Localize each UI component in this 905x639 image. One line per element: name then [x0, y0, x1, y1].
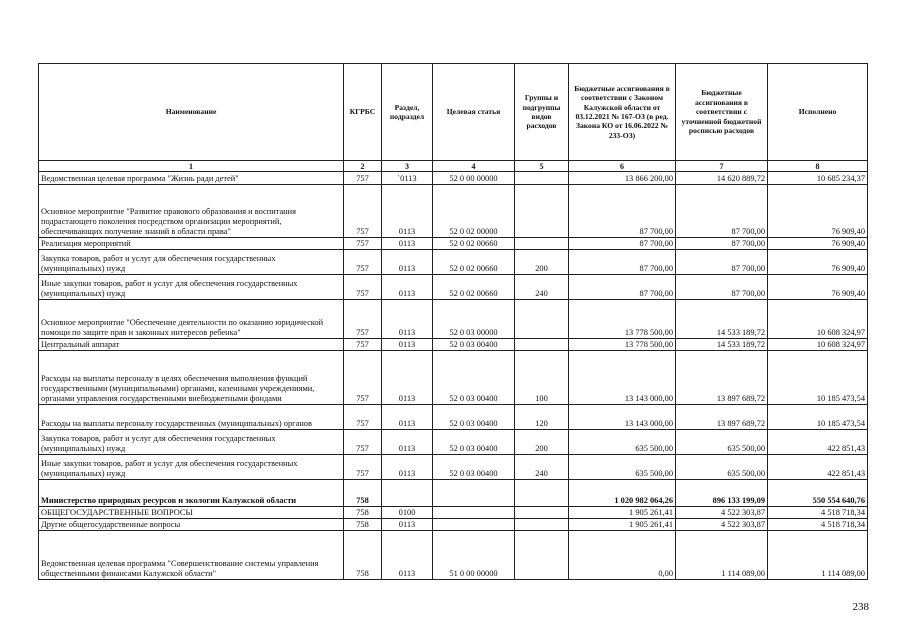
cell-executed: 422 851,43	[768, 430, 868, 455]
cell-law-allocation: 13 143 000,00	[569, 351, 676, 405]
cell-name: Закупка товаров, работ и услуг для обеспечения государственных (муниципальных) нужд	[39, 430, 344, 455]
cell-section: 0113	[382, 531, 433, 580]
cell-kgrbs: 757	[344, 430, 382, 455]
table-row	[39, 519, 868, 531]
cell-name: Министерство природных ресурсов и экологии Калужской области	[39, 480, 344, 507]
cell-executed: 4 518 718,34	[768, 507, 868, 519]
cell-law-allocation: 0,00	[569, 531, 676, 580]
cell-refined-allocation: 87 700,00	[676, 238, 768, 250]
col-number: 6	[569, 161, 676, 172]
page-number: 238	[852, 601, 869, 613]
cell-section: 0113	[382, 455, 433, 480]
cell-group: 120	[515, 405, 569, 430]
header-kgrbs: КГРБС	[344, 64, 382, 161]
cell-executed: 1 114 089,00	[768, 531, 868, 580]
cell-group	[515, 507, 569, 519]
header-refined-allocations: Бюджетные ассигнования в соответствии с уточненной бюджетной росписью расходов	[676, 64, 768, 161]
cell-target: 51 0 00 00000	[433, 531, 515, 580]
header-law-allocations: Бюджетные ассигнования в соответствии с Законом Калужской области от 03.12.2021 № 167-ОЗ (в ред. Закона КО от 16.06.2022 № 233-ОЗ)	[569, 64, 676, 161]
cell-section: 0113	[382, 430, 433, 455]
header-name: Наименование	[39, 64, 344, 161]
cell-target	[433, 507, 515, 519]
cell-group: 200	[515, 250, 569, 275]
cell-refined-allocation: 4 522 303,87	[676, 519, 768, 531]
cell-group	[515, 480, 569, 507]
cell-executed: 76 909,40	[768, 238, 868, 250]
cell-name: Основное мероприятие "Обеспечение деятельности по оказанию юридической помощи по защите прав и законных интересов ребенка"	[39, 300, 344, 339]
cell-executed: 550 554 640,76	[768, 480, 868, 507]
cell-group	[515, 300, 569, 339]
cell-law-allocation: 635 500,00	[569, 430, 676, 455]
cell-refined-allocation: 635 500,00	[676, 455, 768, 480]
table-row	[39, 455, 868, 480]
cell-executed: 4 518 718,34	[768, 519, 868, 531]
cell-section: 0100	[382, 507, 433, 519]
table-body	[39, 172, 868, 580]
table-row	[39, 339, 868, 351]
header-section: Раздел, подраздел	[382, 64, 433, 161]
cell-target: 52 0 00 00000	[433, 172, 515, 185]
cell-kgrbs: 758	[344, 480, 382, 507]
table-row	[39, 531, 868, 580]
cell-kgrbs: 757	[344, 455, 382, 480]
cell-refined-allocation: 13 897 689,72	[676, 405, 768, 430]
cell-executed: 422 851,43	[768, 455, 868, 480]
cell-kgrbs: 758	[344, 531, 382, 580]
cell-name: Расходы на выплаты персоналу в целях обеспечения выполнения функций государственными (муниципальными) органами, казенными учреждениями, органами управления государственными внебюджетными фондами	[39, 351, 344, 405]
cell-kgrbs: 757	[344, 238, 382, 250]
cell-group	[515, 185, 569, 238]
cell-name: Расходы на выплаты персоналу государственных (муниципальных) органов	[39, 405, 344, 430]
cell-law-allocation: 13 778 500,00	[569, 300, 676, 339]
table-row	[39, 250, 868, 275]
cell-section: 0113	[382, 519, 433, 531]
cell-refined-allocation: 14 533 189,72	[676, 339, 768, 351]
table-row	[39, 351, 868, 405]
cell-kgrbs: 757	[344, 172, 382, 185]
col-number: 7	[676, 161, 768, 172]
cell-law-allocation: 87 700,00	[569, 275, 676, 300]
cell-group	[515, 238, 569, 250]
table-row	[39, 238, 868, 250]
cell-law-allocation: 13 143 000,00	[569, 405, 676, 430]
cell-refined-allocation: 635 500,00	[676, 430, 768, 455]
table-row	[39, 275, 868, 300]
column-number-row	[39, 161, 868, 172]
cell-group: 240	[515, 275, 569, 300]
cell-group: 240	[515, 455, 569, 480]
cell-target: 52 0 03 00000	[433, 300, 515, 339]
table-row	[39, 185, 868, 238]
budget-table	[38, 63, 868, 580]
cell-section: 0113	[382, 405, 433, 430]
cell-section: 0113	[382, 339, 433, 351]
cell-refined-allocation: 87 700,00	[676, 250, 768, 275]
cell-section: 0113	[382, 275, 433, 300]
cell-section: 0113	[382, 300, 433, 339]
cell-target: 52 0 03 00400	[433, 455, 515, 480]
cell-refined-allocation: 87 700,00	[676, 275, 768, 300]
cell-target: 52 0 03 00400	[433, 339, 515, 351]
cell-name: Основное мероприятие "Развитие правового образования и воспитания подрастающего поколения посредством организации мероприятий, обеспечивающих получение знаний в области права"	[39, 185, 344, 238]
table-row	[39, 430, 868, 455]
cell-section: `0113	[382, 172, 433, 185]
cell-section	[382, 480, 433, 507]
cell-law-allocation: 635 500,00	[569, 455, 676, 480]
cell-kgrbs: 757	[344, 351, 382, 405]
table-row	[39, 507, 868, 519]
cell-kgrbs: 757	[344, 300, 382, 339]
cell-kgrbs: 757	[344, 185, 382, 238]
cell-target: 52 0 03 00400	[433, 405, 515, 430]
cell-refined-allocation: 896 133 199,09	[676, 480, 768, 507]
cell-refined-allocation: 13 897 689,72	[676, 351, 768, 405]
cell-executed: 10 608 324,97	[768, 300, 868, 339]
cell-refined-allocation: 4 522 303,87	[676, 507, 768, 519]
cell-kgrbs: 757	[344, 250, 382, 275]
cell-group	[515, 172, 569, 185]
cell-law-allocation: 13 778 500,00	[569, 339, 676, 351]
cell-refined-allocation: 87 700,00	[676, 185, 768, 238]
cell-target	[433, 519, 515, 531]
cell-section: 0113	[382, 250, 433, 275]
col-number: 8	[768, 161, 868, 172]
cell-group: 100	[515, 351, 569, 405]
header-groups: Группы и подгруппы видов расходов	[515, 64, 569, 161]
cell-executed: 76 909,40	[768, 250, 868, 275]
cell-law-allocation: 1 020 982 064,26	[569, 480, 676, 507]
col-number: 2	[344, 161, 382, 172]
cell-name: Иные закупки товаров, работ и услуг для обеспечения государственных (муниципальных) нужд	[39, 275, 344, 300]
cell-target	[433, 480, 515, 507]
cell-law-allocation: 87 700,00	[569, 250, 676, 275]
cell-executed: 76 909,40	[768, 275, 868, 300]
cell-law-allocation: 1 905 261,41	[569, 507, 676, 519]
cell-group: 200	[515, 430, 569, 455]
cell-section: 0113	[382, 238, 433, 250]
cell-name: Иные закупки товаров, работ и услуг для обеспечения государственных (муниципальных) нужд	[39, 455, 344, 480]
cell-name: Реализация мероприятий	[39, 238, 344, 250]
cell-law-allocation: 87 700,00	[569, 238, 676, 250]
cell-target: 52 0 02 00000	[433, 185, 515, 238]
cell-refined-allocation: 14 533 189,72	[676, 300, 768, 339]
table-row	[39, 480, 868, 507]
cell-kgrbs: 757	[344, 339, 382, 351]
cell-kgrbs: 757	[344, 405, 382, 430]
cell-section: 0113	[382, 351, 433, 405]
cell-target: 52 0 02 00660	[433, 250, 515, 275]
cell-refined-allocation: 14 620 889,72	[676, 172, 768, 185]
col-number: 3	[382, 161, 433, 172]
cell-kgrbs: 758	[344, 519, 382, 531]
table-row	[39, 172, 868, 185]
cell-name: ОБЩЕГОСУДАРСТВЕННЫЕ ВОПРОСЫ	[39, 507, 344, 519]
cell-kgrbs: 758	[344, 507, 382, 519]
col-number: 5	[515, 161, 569, 172]
cell-refined-allocation: 1 114 089,00	[676, 531, 768, 580]
cell-name: Ведомственная целевая программа "Совершенствование системы управления общественными финансами Калужской области"	[39, 531, 344, 580]
cell-executed: 10 685 234,37	[768, 172, 868, 185]
header-row	[39, 64, 868, 161]
cell-name: Закупка товаров, работ и услуг для обеспечения государственных (муниципальных) нужд	[39, 250, 344, 275]
cell-executed: 76 909,40	[768, 185, 868, 238]
col-number: 1	[39, 161, 344, 172]
cell-executed: 10 185 473,54	[768, 351, 868, 405]
header-executed: Исполнено	[768, 64, 868, 161]
cell-target: 52 0 02 00660	[433, 238, 515, 250]
cell-group	[515, 339, 569, 351]
cell-executed: 10 608 324,97	[768, 339, 868, 351]
header-target: Целевая статья	[433, 64, 515, 161]
cell-target: 52 0 03 00400	[433, 351, 515, 405]
cell-group	[515, 519, 569, 531]
table-row	[39, 300, 868, 339]
cell-target: 52 0 03 00400	[433, 430, 515, 455]
cell-group	[515, 531, 569, 580]
cell-law-allocation: 87 700,00	[569, 185, 676, 238]
cell-target: 52 0 02 00660	[433, 275, 515, 300]
cell-section: 0113	[382, 185, 433, 238]
cell-name: Ведомственная целевая программа "Жизнь ради детей"	[39, 172, 344, 185]
cell-law-allocation: 1 905 261,41	[569, 519, 676, 531]
cell-name: Другие общегосударственные вопросы	[39, 519, 344, 531]
col-number: 4	[433, 161, 515, 172]
cell-kgrbs: 757	[344, 275, 382, 300]
cell-name: Центральный аппарат	[39, 339, 344, 351]
cell-law-allocation: 13 866 200,00	[569, 172, 676, 185]
table-row	[39, 405, 868, 430]
cell-executed: 10 185 473,54	[768, 405, 868, 430]
